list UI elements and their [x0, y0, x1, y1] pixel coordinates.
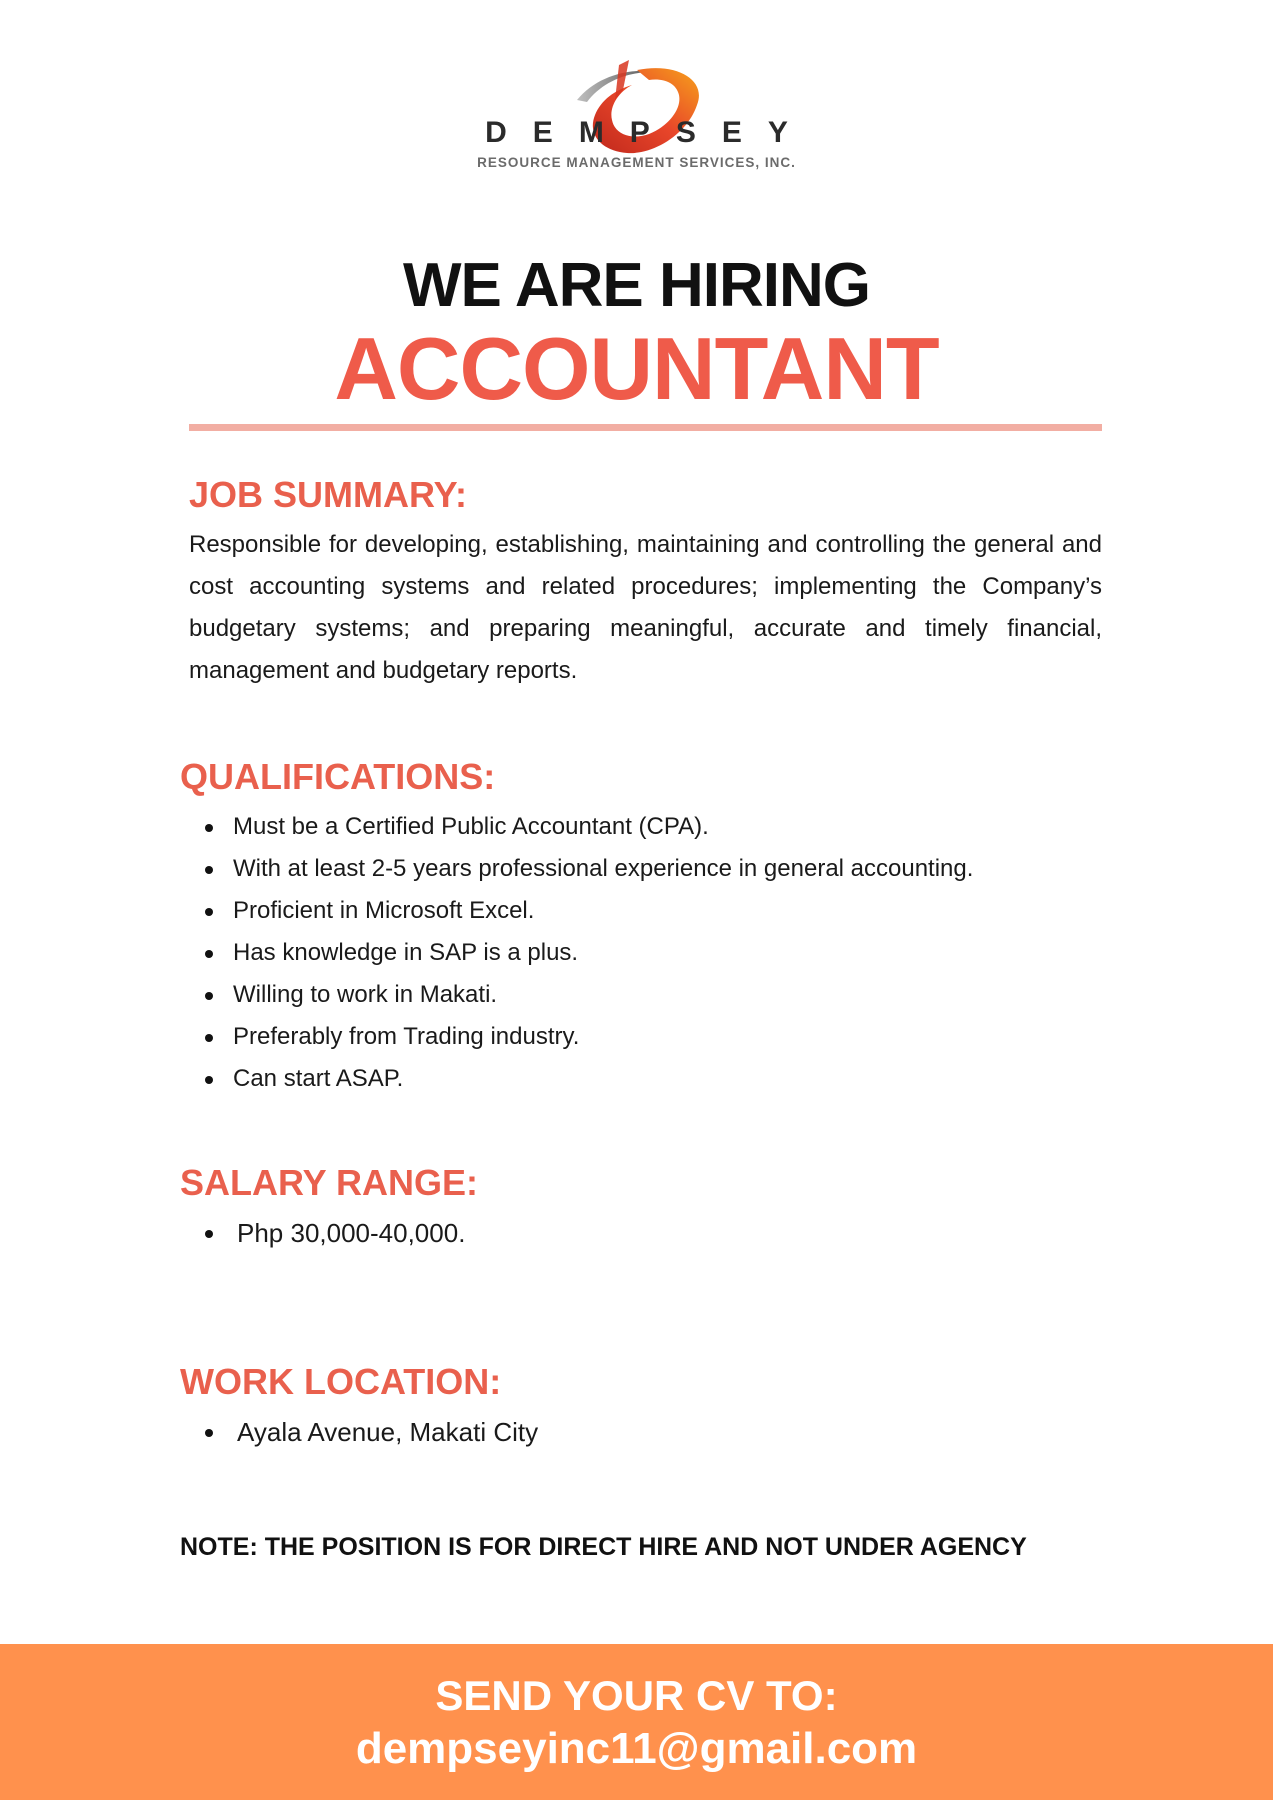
direct-hire-note: NOTE: THE POSITION IS FOR DIRECT HIRE AND NOT UNDER AGENCY — [180, 1533, 1027, 1561]
work-location-heading: WORK LOCATION: — [180, 1361, 502, 1402]
company-tagline: RESOURCE MANAGEMENT SERVICES, INC. — [477, 155, 796, 170]
list-item: Has knowledge in SAP is a plus. — [189, 932, 973, 974]
send-cv-label: SEND YOUR CV TO: — [435, 1672, 838, 1719]
qualifications-list — [189, 806, 973, 1100]
position-title: ACCOUNTANT — [334, 319, 939, 418]
list-item: Ayala Avenue, Makati City — [189, 1411, 538, 1453]
list-item: Willing to work in Makati. — [189, 974, 973, 1016]
salary-list — [189, 1212, 465, 1254]
contact-email[interactable]: dempseyinc11@gmail.com — [355, 1724, 918, 1773]
work-location-list — [189, 1411, 538, 1453]
qualifications-heading: QUALIFICATIONS: — [180, 756, 496, 797]
list-item: Proficient in Microsoft Excel. — [189, 890, 973, 932]
list-item: Php 30,000-40,000. — [189, 1212, 465, 1254]
footer-banner — [0, 1644, 1273, 1800]
list-item: Can start ASAP. — [189, 1058, 973, 1100]
title-divider — [189, 424, 1102, 431]
list-item: With at least 2-5 years professional experience in general accounting. — [189, 848, 973, 890]
company-name: DEMPSEY — [485, 116, 814, 149]
job-summary-text: Responsible for developing, establishing, maintaining and controlling the general and cost accounting systems and related procedures; implementing the Company’s budgetary systems; and preparing meaningful, accurate and timely financial, management and budgetary reports. — [189, 531, 1102, 684]
list-item: Preferably from Trading industry. — [189, 1016, 973, 1058]
hiring-headline: WE ARE HIRING — [403, 251, 870, 320]
company-logo — [0, 60, 1273, 170]
salary-heading: SALARY RANGE: — [180, 1162, 479, 1203]
dempsey-logo-mark-icon — [557, 60, 717, 170]
job-summary-heading: JOB SUMMARY: — [189, 474, 467, 515]
list-item: Must be a Certified Public Accountant (CPA). — [189, 806, 973, 848]
